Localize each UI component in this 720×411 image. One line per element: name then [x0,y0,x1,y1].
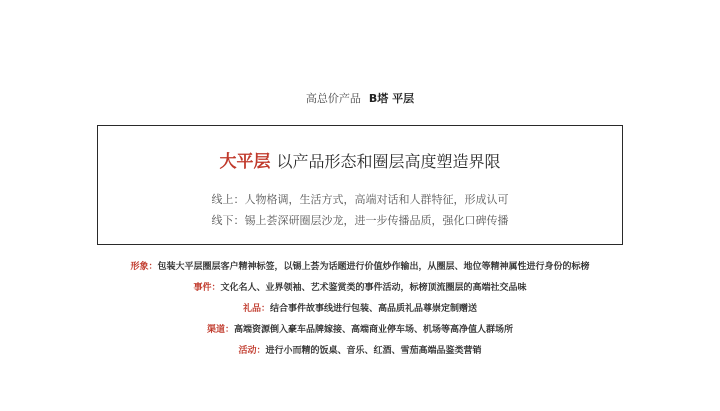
strategy-key: 渠道： [206,325,234,335]
strategy-text: 文化名人、业界领袖、艺术鉴赏类的事件活动，标榜顶流圈层的高端社交品味 [220,283,527,293]
strategy-text: 高端资源倒入豪车品牌嫁接、高端商业停车场、机场等高净值人群场所 [234,325,514,335]
strategy-text: 结合事件故事线进行包装、高品质礼品尊崇定制赠送 [270,304,478,314]
tower-label: B塔 平层 [368,92,415,105]
strategy-text: 包装大平层圈层客户精神标签，以锡上荟为话题进行价值炒作输出，从圈层、地位等精神属性进行身份的标榜 [157,262,590,272]
strategy-item-activities [0,344,720,365]
strategy-key: 礼品： [242,304,270,314]
box-headline [98,151,622,173]
offline-strategy: 线下：锡上荟深研圈层沙龙，进一步传播品质，强化口碑传播 [211,214,509,227]
strategy-item-events [0,281,720,302]
strategy-text: 进行小而精的饭桌、音乐、红酒、雪茄高端品鉴类营销 [265,346,482,356]
strategy-key: 事件： [193,283,221,293]
online-strategy: 线上：人物格调，生活方式，高端对话和人群特征，形成认可 [211,193,509,206]
page-title [0,90,720,106]
strategy-list [0,260,720,365]
strategy-item-channels [0,323,720,344]
headline-box [97,125,623,245]
strategy-item-gifts [0,302,720,323]
headline-keyword: 大平层 [219,152,271,172]
strategy-key: 活动： [238,346,266,356]
strategy-key: 形象： [130,262,158,272]
headline-text: 以产品形态和圈层高度塑造界限 [276,152,501,171]
strategy-item-image [0,260,720,281]
title-text: 高总价产品 [305,92,361,105]
